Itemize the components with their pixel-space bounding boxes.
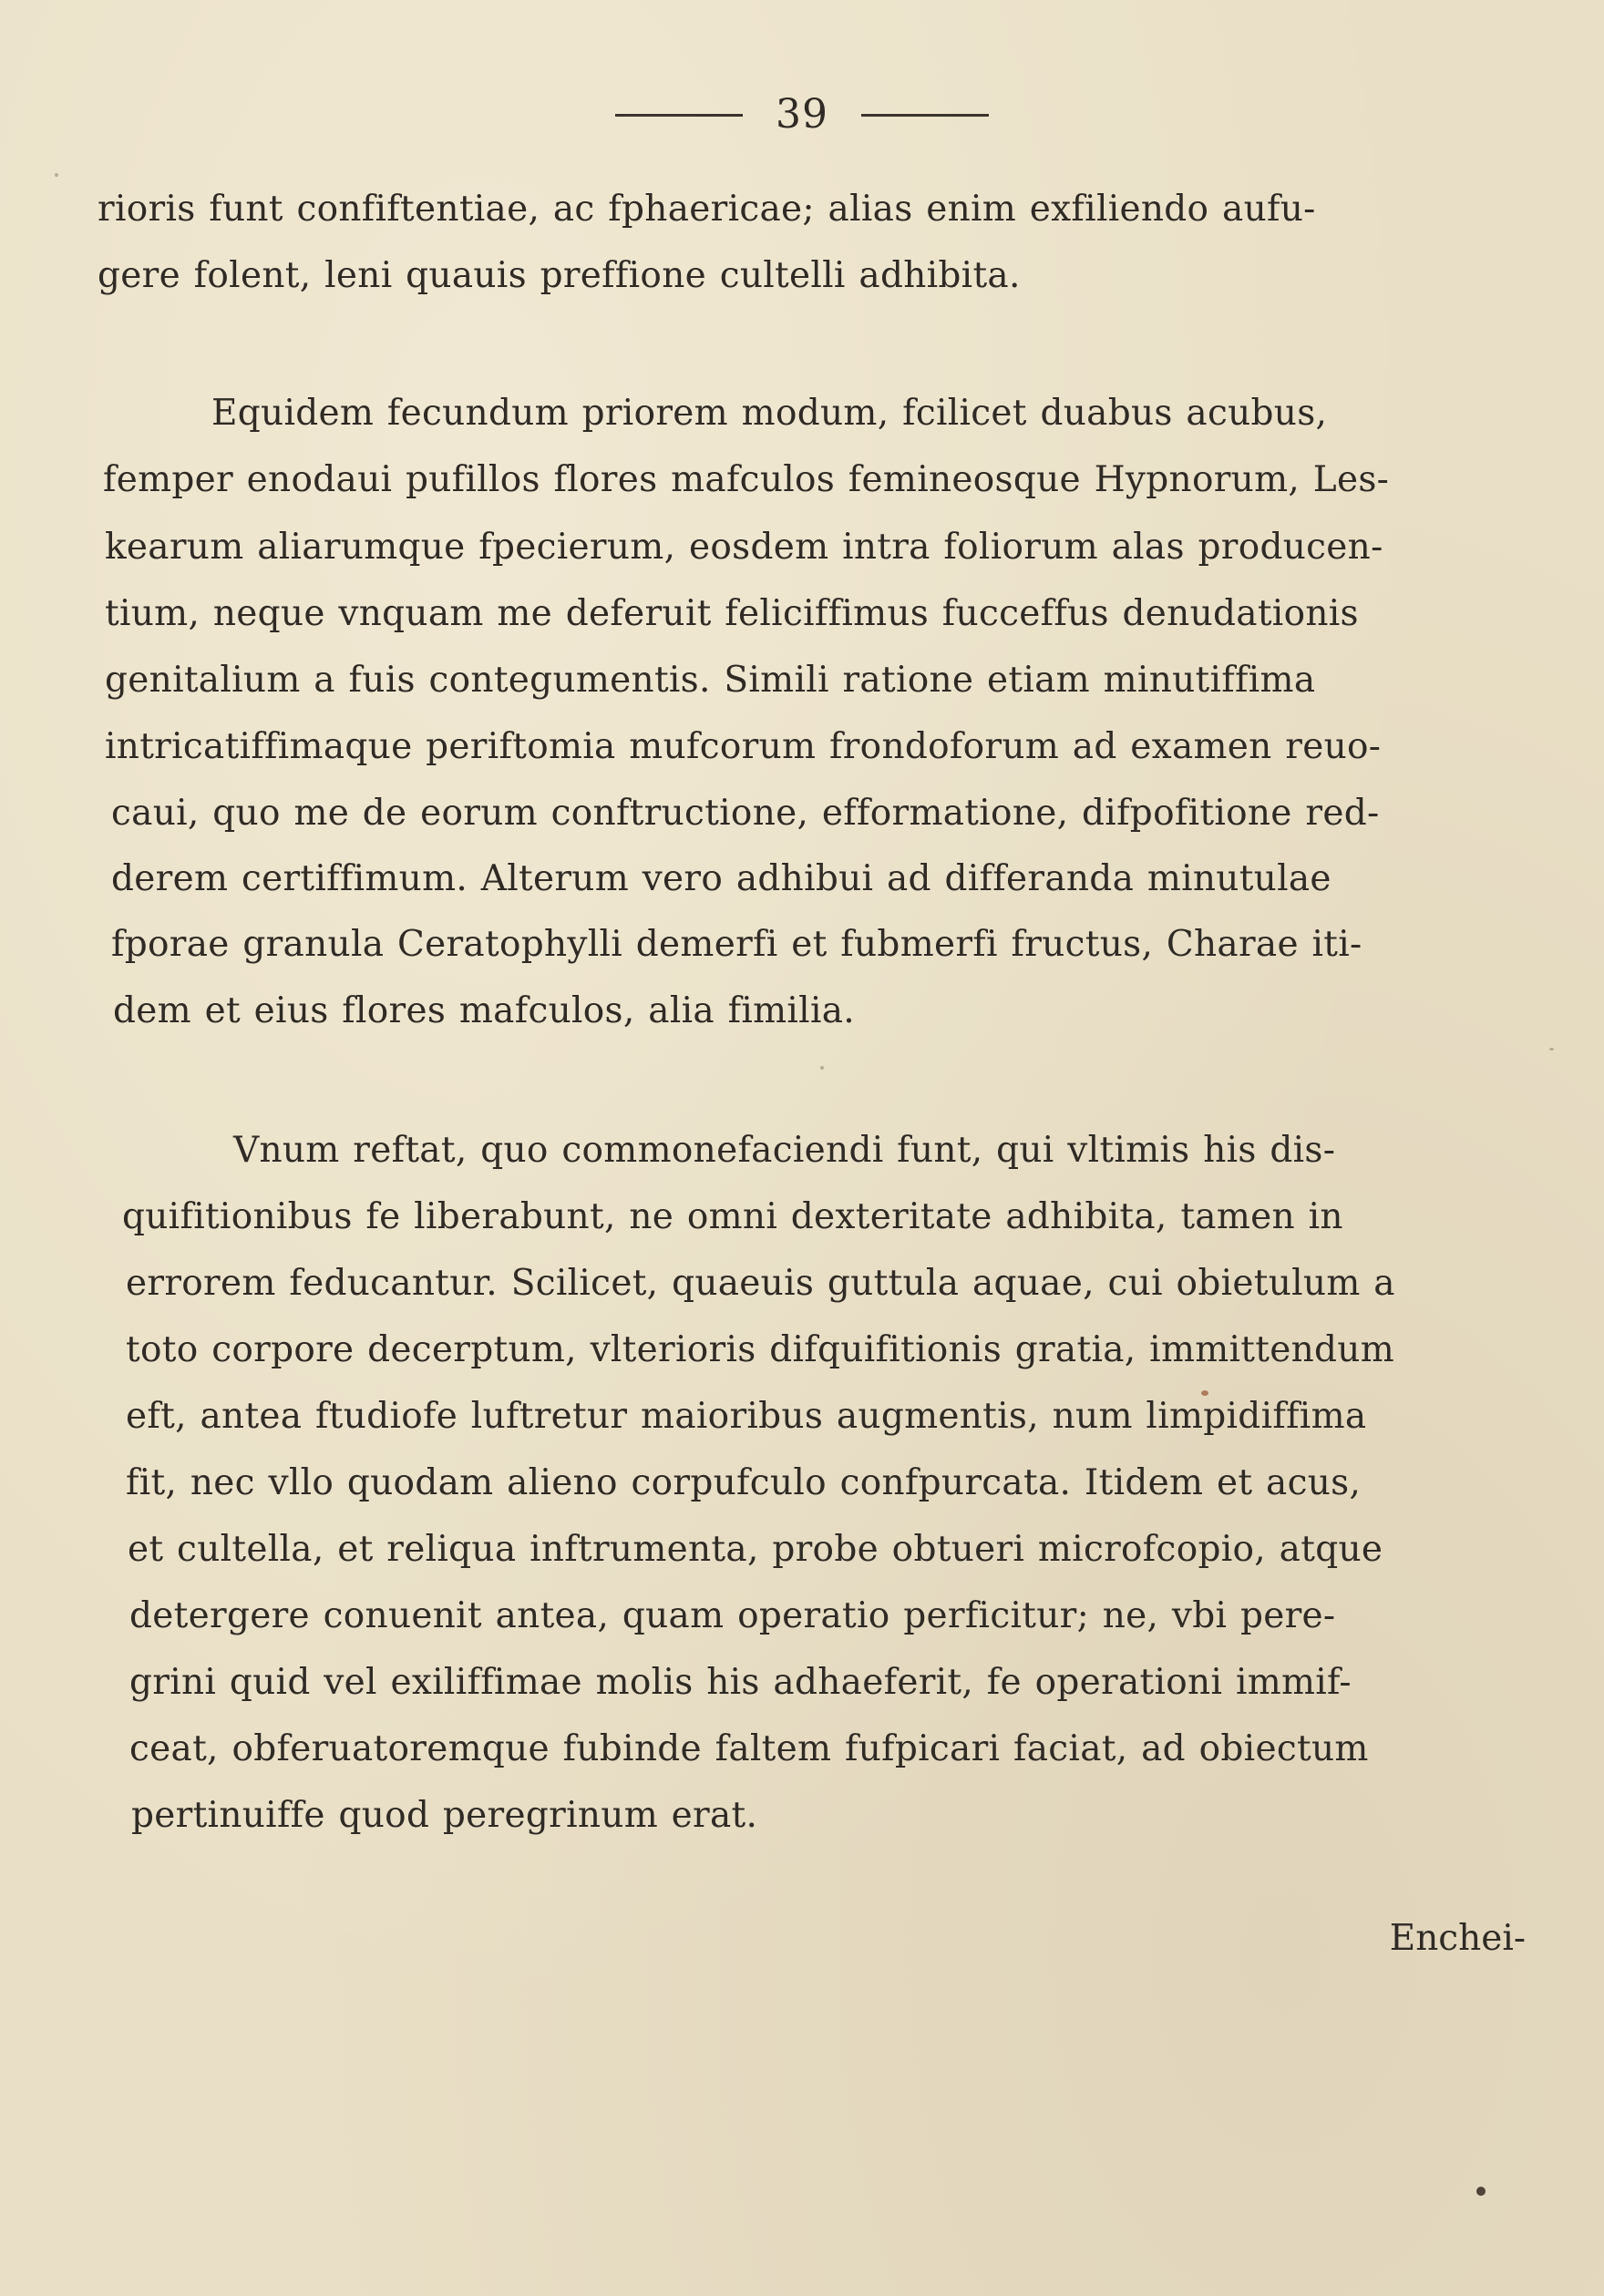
text-line: errorem feducantur. Scilicet, quaeuis guttula aquae, cui obietulum a bbox=[126, 1263, 1395, 1304]
text-line: fporae granula Ceratophylli demerfi et fubmerfi fructus, Charae iti- bbox=[111, 924, 1362, 965]
text-line: fit, nec vllo quodam alieno corpufculo confpurcata. Itidem et acus, bbox=[126, 1462, 1362, 1503]
text-line: derem certiffimum. Alterum vero adhibui ad differanda minutulae bbox=[111, 858, 1332, 899]
text-line: quifitionibus fe liberabunt, ne omni dexteritate adhibita, tamen in bbox=[122, 1196, 1343, 1237]
text-line: grini quid vel exiliffimae molis his adhaeferit, fe operationi immif- bbox=[129, 1662, 1352, 1703]
text-line: genitalium a fuis contegumentis. Simili ratione etiam minutiffima bbox=[105, 660, 1316, 701]
page-number: 39 bbox=[776, 91, 828, 138]
text-line: toto corpore decerptum, vlterioris difquifitionis gratia, immittendum bbox=[126, 1329, 1394, 1370]
text-line: rioris funt confiftentiae, ac fphaericae; alias enim exfiliendo aufu- bbox=[98, 189, 1316, 230]
text-line: ceat, obferuatoremque fubinde faltem fufpicari faciat, ad obiectum bbox=[129, 1728, 1369, 1769]
text-line: femper enodaui pufillos flores mafculos femineosque Hypnorum, Les- bbox=[103, 459, 1390, 500]
text-line: et cultella, et reliqua inftrumenta, probe obtueri microfcopio, atque bbox=[128, 1529, 1383, 1570]
text-line: detergere conuenit antea, quam operatio perficitur; ne, vbi pere- bbox=[129, 1595, 1336, 1636]
text-line: intricatiffimaque periftomia mufcorum frondoforum ad examen reuo- bbox=[105, 726, 1382, 767]
text-line: tium, neque vnquam me deferuit feliciffimus fucceffus denudationis bbox=[105, 593, 1359, 634]
paper-speck bbox=[820, 1066, 824, 1070]
catchword: Enchei- bbox=[1389, 1918, 1526, 1959]
header-rule-left bbox=[615, 114, 743, 117]
text-line: eft, antea ftudiofe luftretur maioribus augmentis, num limpidiffima bbox=[126, 1396, 1367, 1437]
text-line: kearum aliarumque fpecierum, eosdem intra foliorum alas producen- bbox=[105, 527, 1383, 568]
paper-speck bbox=[1201, 1390, 1208, 1396]
page-header bbox=[0, 91, 1604, 138]
text-line: dem et eius flores mafculos, alia fimilia. bbox=[113, 990, 855, 1031]
paper-speck bbox=[1476, 2187, 1486, 2196]
text-line: gere folent, leni quauis preffione cultelli adhibita. bbox=[98, 255, 1021, 296]
text-line: pertinuiffe quod peregrinum erat. bbox=[131, 1795, 758, 1836]
text-line: caui, quo me de eorum conftructione, efformatione, difpofitione red- bbox=[111, 793, 1380, 834]
text-line: Vnum reftat, quo commonefaciendi funt, qui vltimis his dis- bbox=[233, 1130, 1336, 1171]
paper-speck bbox=[55, 173, 58, 177]
paper-speck bbox=[1549, 1048, 1554, 1051]
header-rule-right bbox=[861, 114, 989, 117]
text-line: Equidem fecundum priorem modum, fcilicet duabus acubus, bbox=[211, 393, 1328, 434]
